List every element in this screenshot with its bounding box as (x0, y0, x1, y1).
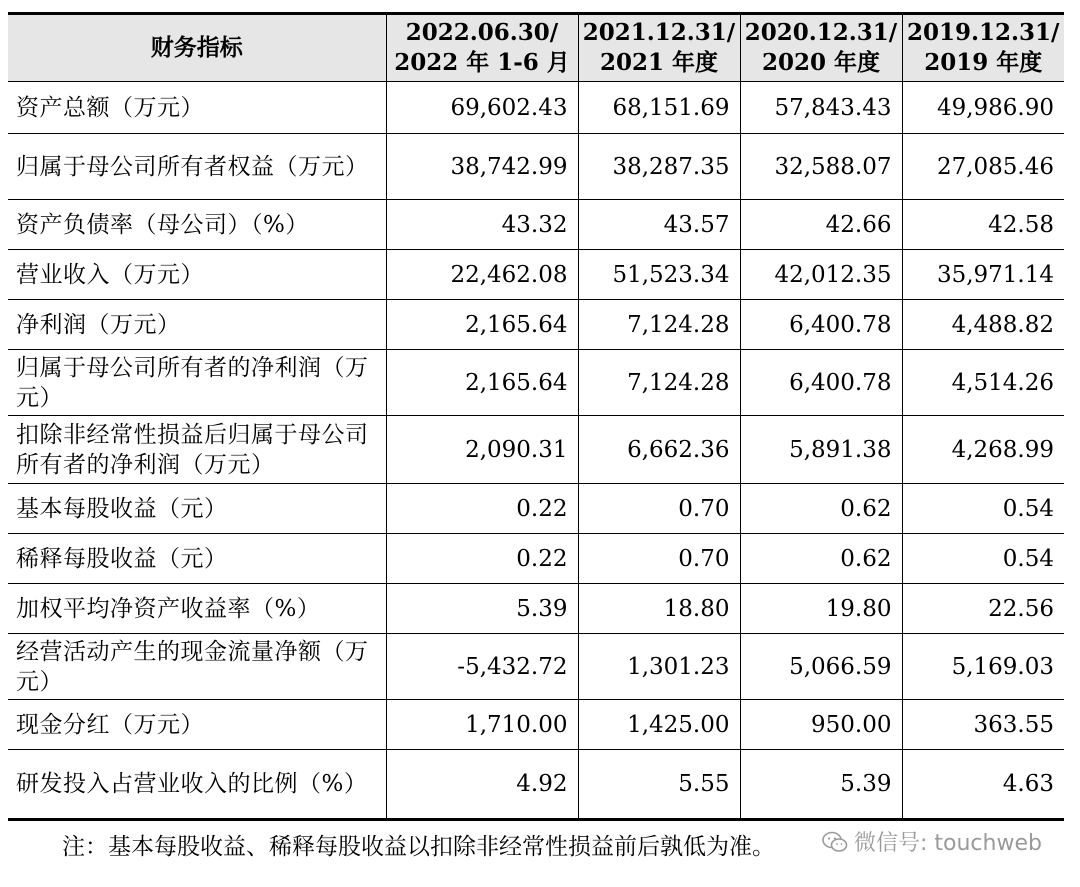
watermark-text: 微信号: touchweb (854, 831, 1042, 856)
header-line: 2022 年 1-6 月 (394, 49, 570, 76)
row-label: 扣除非经常性损益后归属于母公司所有者的净利润（万元） (8, 416, 386, 484)
footnote: 注：基本每股收益、稀释每股收益以扣除非经常性损益前后孰低为准。 (62, 834, 775, 860)
table-row (8, 300, 1064, 350)
cell-value: 0.22 (386, 484, 578, 534)
cell-value: 57,843.43 (740, 82, 902, 134)
cell-value: 43.57 (578, 200, 740, 250)
table-row (8, 534, 1064, 584)
header-line: 2019 年度 (924, 49, 1043, 76)
cell-value: 32,588.07 (740, 134, 902, 200)
row-label: 现金分红（万元） (8, 700, 386, 750)
cell-value: 7,124.28 (578, 300, 740, 350)
header-line: 2019.12.31/ (907, 19, 1060, 46)
cell-value: 0.70 (578, 534, 740, 584)
row-label: 归属于母公司所有者权益（万元） (8, 134, 386, 200)
cell-value: 6,400.78 (740, 350, 902, 416)
cell-value: 22,462.08 (386, 250, 578, 300)
cell-value: 6,662.36 (578, 416, 740, 484)
cell-value: 19.80 (740, 584, 902, 634)
cell-value: 5,066.59 (740, 634, 902, 700)
cell-value: 1,710.00 (386, 700, 578, 750)
header-line: 财务指标 (150, 34, 243, 61)
cell-value: 18.80 (578, 584, 740, 634)
header-line: 2022.06.30/ (405, 19, 559, 46)
cell-value: 5,891.38 (740, 416, 902, 484)
cell-value: 0.54 (902, 534, 1064, 584)
cell-value: -5,432.72 (386, 634, 578, 700)
table-row (8, 750, 1064, 820)
header-line: 2020 年度 (761, 49, 881, 76)
table-body (8, 82, 1064, 820)
watermark (822, 826, 1042, 857)
header-row (8, 14, 1064, 82)
cell-value: 68,151.69 (578, 82, 740, 134)
row-label: 营业收入（万元） (8, 250, 386, 300)
cell-value: 1,425.00 (578, 700, 740, 750)
cell-value: 42.58 (902, 200, 1064, 250)
table-row (8, 484, 1064, 534)
cell-value: 35,971.14 (902, 250, 1064, 300)
row-label: 稀释每股收益（元） (8, 534, 386, 584)
header-period-3 (740, 14, 902, 82)
header-period-1 (386, 14, 578, 82)
table-row (8, 134, 1064, 200)
cell-value: 0.22 (386, 534, 578, 584)
table-row (8, 416, 1064, 484)
cell-value: 5,169.03 (902, 634, 1064, 700)
cell-value: 0.62 (740, 534, 902, 584)
cell-value: 5.39 (740, 750, 902, 820)
cell-value: 51,523.34 (578, 250, 740, 300)
header-line: 2021 年度 (599, 49, 719, 76)
cell-value: 22.56 (902, 584, 1064, 634)
cell-value: 38,742.99 (386, 134, 578, 200)
table-header (8, 14, 1064, 82)
cell-value: 38,287.35 (578, 134, 740, 200)
cell-value: 2,090.31 (386, 416, 578, 484)
row-label: 基本每股收益（元） (8, 484, 386, 534)
cell-value: 6,400.78 (740, 300, 902, 350)
row-label: 经营活动产生的现金流量净额（万元） (8, 634, 386, 700)
cell-value: 0.70 (578, 484, 740, 534)
row-label: 资产总额（万元） (8, 82, 386, 134)
cell-value: 7,124.28 (578, 350, 740, 416)
cell-value: 42.66 (740, 200, 902, 250)
financial-indicators-table (8, 12, 1064, 821)
cell-value: 42,012.35 (740, 250, 902, 300)
cell-value: 2,165.64 (386, 350, 578, 416)
cell-value: 4.92 (386, 750, 578, 820)
wechat-icon (822, 831, 848, 853)
cell-value: 0.54 (902, 484, 1064, 534)
row-label: 净利润（万元） (8, 300, 386, 350)
table-row (8, 250, 1064, 300)
cell-value: 5.55 (578, 750, 740, 820)
cell-value: 363.55 (902, 700, 1064, 750)
header-line: 2021.12.31/ (582, 19, 736, 46)
row-label: 研发投入占营业收入的比例（%） (8, 750, 386, 820)
cell-value: 2,165.64 (386, 300, 578, 350)
row-label: 资产负债率（母公司）（%） (8, 200, 386, 250)
cell-value: 4.63 (902, 750, 1064, 820)
cell-value: 4,514.26 (902, 350, 1064, 416)
cell-value: 43.32 (386, 200, 578, 250)
table-row (8, 634, 1064, 700)
header-indicator (8, 14, 386, 82)
cell-value: 27,085.46 (902, 134, 1064, 200)
cell-value: 1,301.23 (578, 634, 740, 700)
cell-value: 69,602.43 (386, 82, 578, 134)
table-row (8, 350, 1064, 416)
header-period-2 (578, 14, 740, 82)
cell-value: 5.39 (386, 584, 578, 634)
cell-value: 0.62 (740, 484, 902, 534)
cell-value: 950.00 (740, 700, 902, 750)
header-line: 2020.12.31/ (744, 19, 898, 46)
cell-value: 4,268.99 (902, 416, 1064, 484)
cell-value: 49,986.90 (902, 82, 1064, 134)
cell-value: 4,488.82 (902, 300, 1064, 350)
row-label: 归属于母公司所有者的净利润（万元） (8, 350, 386, 416)
table-row (8, 700, 1064, 750)
row-label: 加权平均净资产收益率（%） (8, 584, 386, 634)
table-row (8, 584, 1064, 634)
table-row (8, 200, 1064, 250)
header-period-4 (902, 14, 1064, 82)
table-row (8, 82, 1064, 134)
